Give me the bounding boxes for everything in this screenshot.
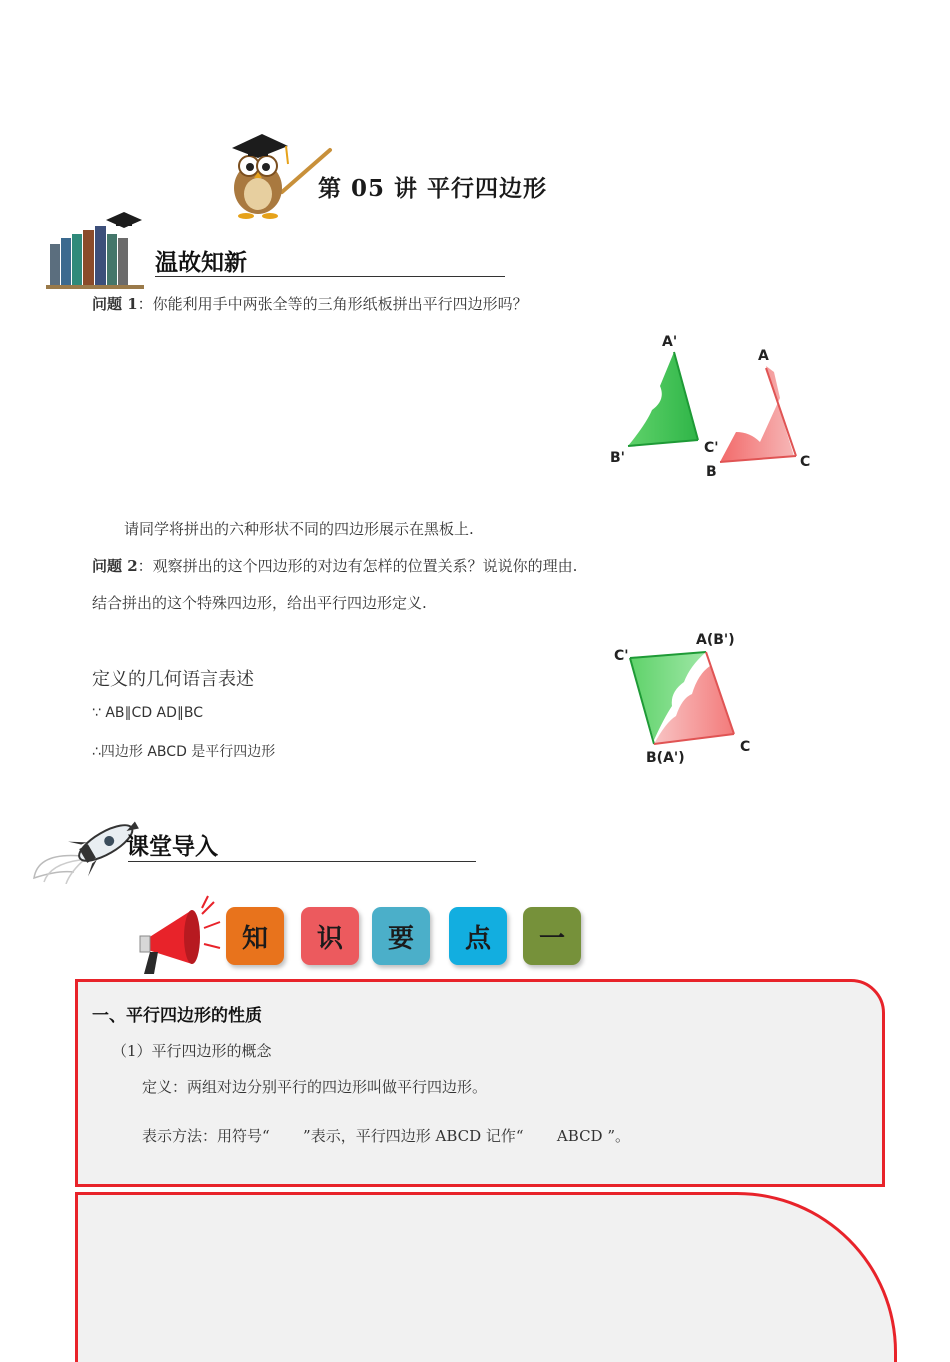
question-1	[92, 293, 528, 314]
label-b-a-prime: B(A')	[646, 750, 685, 766]
badge-dian: 点	[449, 907, 507, 965]
question-1-label: 问题 1	[92, 295, 138, 313]
because-line: ∵ AB∥CD AD∥BC	[92, 705, 204, 721]
badge-shi: 识	[301, 907, 359, 965]
badge-yao: 要	[372, 907, 430, 965]
label-c-2: C	[740, 739, 751, 755]
question-2-label: 问题 2	[92, 557, 138, 575]
instruction-text: 请同学将拼出的六种形状不同的四边形展示在黑板上.	[124, 520, 474, 538]
label-a-prime: A'	[662, 334, 678, 350]
question-2	[92, 555, 577, 576]
question-2-text: ：观察拼出的这个四边形的对边有怎样的位置关系？说说你的理由.	[137, 557, 578, 575]
knowledge-sub: （1）平行四边形的概念	[112, 1042, 272, 1060]
badge-yi: 一	[523, 907, 581, 965]
label-b: B	[706, 464, 717, 480]
badge-zhi: 知	[226, 907, 284, 965]
figure-parallelogram	[606, 626, 766, 768]
therefore-line: ∴四边形 ABCD 是平行四边形	[92, 744, 276, 760]
page-title: 第 05 讲 平行四边形	[318, 175, 548, 202]
knowledge-heading: 一、平行四边形的性质	[92, 1006, 262, 1026]
review-heading: 温故知新	[155, 249, 247, 276]
megaphone-icon	[130, 894, 224, 978]
label-b-prime: B'	[610, 450, 625, 466]
label-a-b-prime: A(B')	[696, 632, 735, 648]
label-c: C	[800, 454, 811, 470]
intro-heading: 课堂导入	[126, 833, 218, 860]
knowledge-definition: 定义：两组对边分别平行的四边形叫做平行四边形。	[142, 1078, 488, 1096]
definition-heading: 定义的几何语言表述	[92, 669, 254, 690]
review-heading-underline	[155, 276, 505, 277]
knowledge-notation: 表示方法：用符号“ ”表示，平行四边形 ABCD 记作“ ABCD ”。	[142, 1127, 631, 1145]
figure-two-triangles	[600, 328, 830, 488]
label-a: A	[758, 348, 769, 364]
question-1-text: ：你能利用手中两张全等的三角形纸板拼出平行四边形吗？	[137, 295, 528, 313]
label-c-prime-2: C'	[614, 648, 629, 664]
knowledge-box-2	[75, 1192, 897, 1362]
books-icon	[46, 208, 146, 290]
combine-text: 结合拼出的这个特殊四边形，给出平行四边形定义.	[92, 594, 427, 612]
intro-heading-underline	[128, 861, 476, 862]
label-c-prime: C'	[704, 440, 719, 456]
pink-triangle	[720, 366, 794, 462]
